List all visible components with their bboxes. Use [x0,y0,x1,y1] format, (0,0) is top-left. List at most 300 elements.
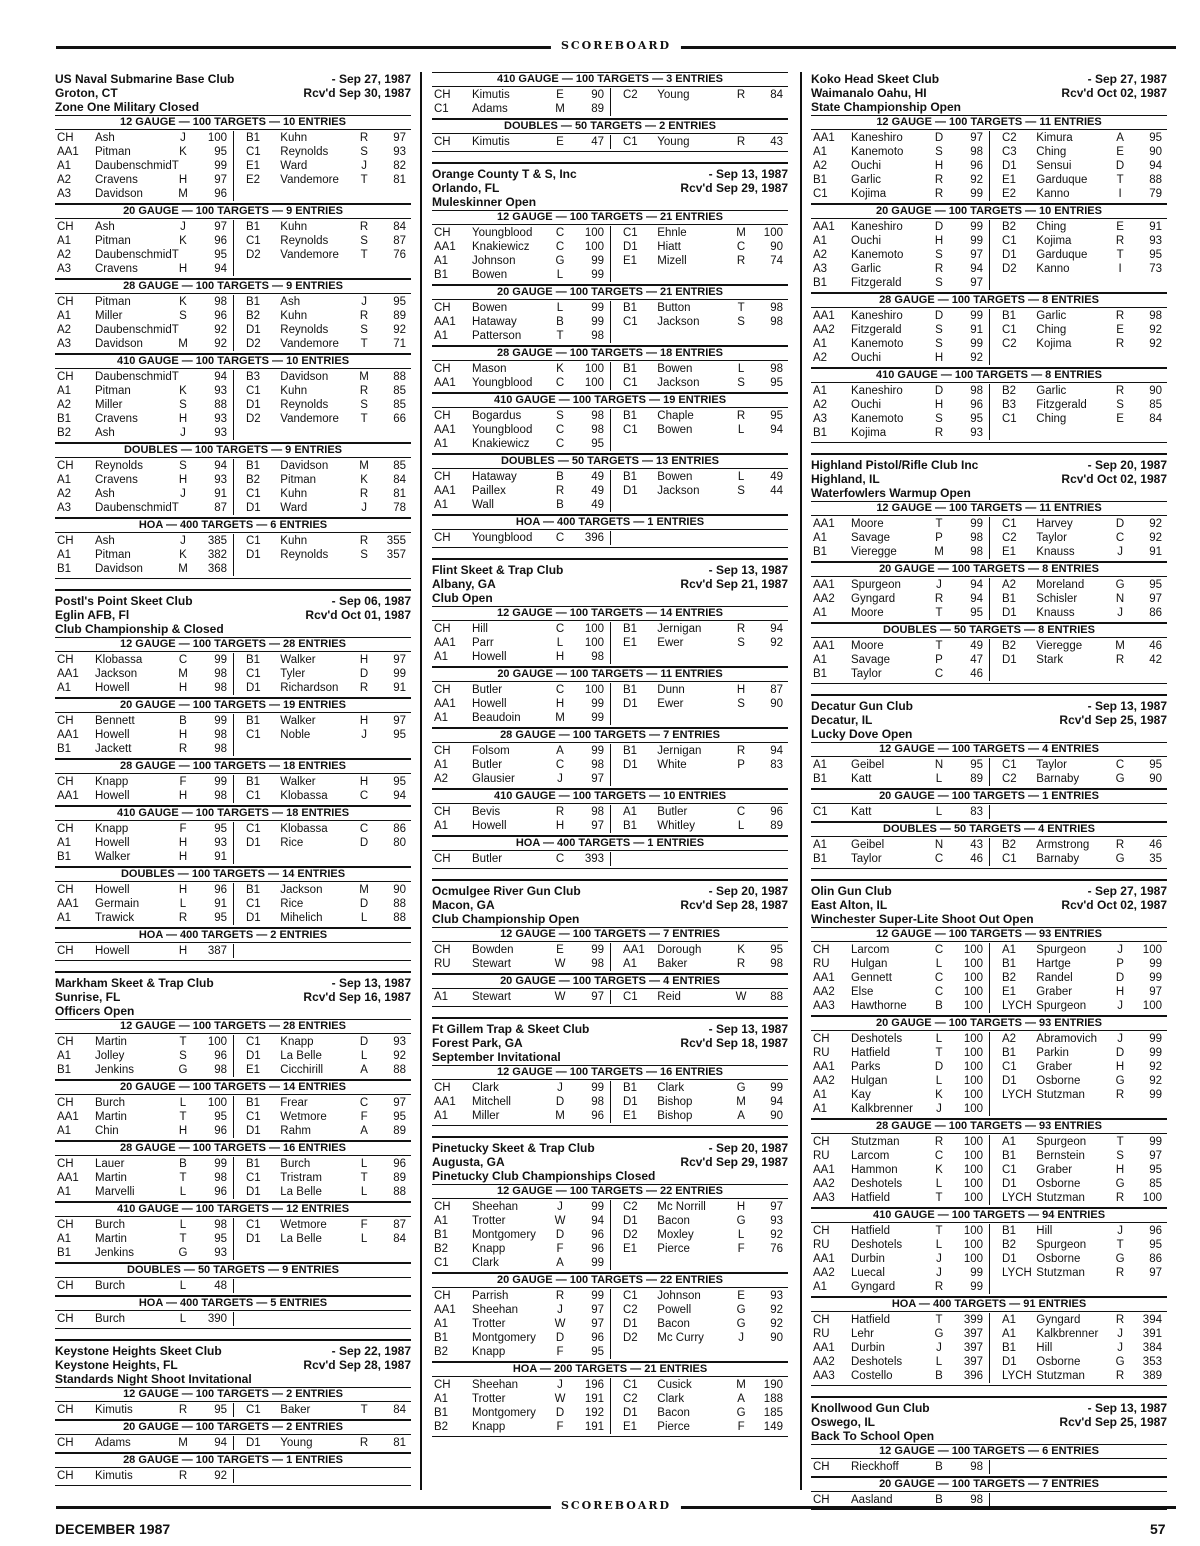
shooter-initial: H [934,399,944,411]
shooter-name: Mihelich [280,912,323,924]
result-right [989,852,1168,866]
result-right [610,268,789,282]
table-row [811,1266,1167,1280]
shooter-initial: C [934,972,944,984]
club-name: Knollwood Gun Club [811,1401,930,1415]
shooter-initial: M [555,712,565,724]
shooter-initial: T [1116,249,1124,261]
class-cell: B2 [1002,1239,1017,1251]
score-cell: 100 [963,1033,983,1045]
results-table [55,1034,411,1080]
class-cell [611,772,657,786]
class-cell: A1 [813,532,828,544]
result-right [233,1246,412,1260]
gauge-section-title: 12 GAUGE — 100 TARGETS — 11 ENTRIES [811,116,1167,130]
gauge-section-title: DOUBLES — 100 TARGETS — 14 ENTRIES [55,868,411,882]
score-cell: 96 [214,310,227,322]
class-cell: A1 [57,474,72,486]
shooter-initial: H [178,413,188,425]
table-row [432,1200,788,1214]
result-right [233,897,412,911]
shooter-name: Howell [472,651,507,663]
score-cell: 97 [591,820,604,832]
class-cell: D1 [246,1186,261,1198]
score-cell [751,711,789,725]
shooter-name: Jackson [95,668,138,680]
result-left [55,667,233,681]
shooter-name: Youngblood [472,377,533,389]
score-cell: 97 [970,277,983,289]
class-cell: D1 [1002,249,1017,261]
shooter-name: Knapp [472,1421,506,1433]
score-cell [374,187,412,201]
event-name: Standards Night Shoot Invitational [55,1372,252,1386]
shooter-name [657,531,731,545]
score-cell: 95 [1149,249,1162,261]
shooter-initial: J [361,502,367,514]
shooter-initial: S [1116,1150,1124,1162]
shooter-name [280,562,354,576]
shooter-name: Howell [472,820,507,832]
gauge-section-title: HOA — 400 TARGETS — 2 ENTRIES [55,929,411,943]
class-cell: B1 [434,1332,449,1344]
shooter-initial: H [1115,1061,1125,1073]
club-name: Ft Gillem Trap & Skeet Club [432,1022,590,1036]
class-cell: A1 [623,958,638,970]
gauge-section-title: 20 GAUGE — 100 TARGETS — 4 ENTRIES [432,975,788,989]
gauge-section [55,1420,411,1453]
class-cell: C1 [623,136,638,148]
class-cell: D1 [1002,160,1017,172]
class-cell [990,351,1036,365]
shooter-initial: G [736,1318,746,1330]
table-row [55,295,411,309]
score-cell: 89 [393,1172,406,1184]
gauge-section-title: DOUBLES — 50 TARGETS — 2 ENTRIES [432,120,788,134]
score-cell: 96 [214,1050,227,1062]
score-cell: 98 [591,958,604,970]
gauge-section-title: 20 GAUGE — 100 TARGETS — 10 ENTRIES [811,205,1167,219]
score-cell: 391 [1142,1328,1162,1340]
class-cell: E1 [246,1064,261,1076]
result-left [811,1313,989,1327]
score-cell: 43 [970,839,983,851]
result-right [233,789,412,803]
result-left [811,1341,989,1355]
table-row [811,1102,1167,1116]
result-right [610,1317,789,1331]
class-cell: B1 [623,1082,638,1094]
score-cell: 99 [970,1281,983,1293]
table-row [55,911,411,925]
shooter-initial: H [934,160,944,172]
shooter-name: Vandemore [280,413,339,425]
score-cell: 93 [214,1247,227,1259]
result-left [811,398,989,412]
result-left [811,1369,989,1383]
shooter-initial: H [555,820,565,832]
shooter-name: Ouchi [851,352,882,364]
gauge-section [811,293,1167,368]
class-cell: B1 [623,623,638,635]
result-left [432,990,610,1004]
class-cell: B2 [434,1421,449,1433]
table-row [432,943,788,957]
gauge-section [811,1016,1167,1119]
result-left [55,1049,233,1063]
shooter-name: Pitman [95,296,131,308]
shooter-initial: L [360,1158,368,1170]
score-cell: 95 [1149,1164,1162,1176]
table-row [432,697,788,711]
class-cell: B1 [246,460,261,472]
shooter-initial: J [557,1304,563,1316]
result-right [610,805,789,819]
club-location-row [432,1036,788,1050]
gauge-section-title: 28 GAUGE — 100 TARGETS — 9 ENTRIES [55,280,411,294]
shooter-initial: H [934,352,944,364]
score-cell: 355 [386,535,406,547]
shooter-initial: S [737,698,745,710]
score-cell: 92 [970,352,983,364]
gauge-section-title: 28 GAUGE — 100 TARGETS — 18 ENTRIES [432,347,788,361]
result-right [989,262,1168,276]
results-table [432,1199,788,1273]
shooter-name: Trotter [472,1215,506,1227]
shooter-initial: J [557,773,563,785]
class-cell: A3 [813,413,828,425]
result-left [811,1088,989,1102]
class-cell: LYCH [1002,1089,1032,1101]
gauge-section [432,210,788,285]
class-cell: B2 [246,474,261,486]
table-row [55,1279,411,1293]
results-table [55,774,411,806]
shooter-name: Young [657,136,690,148]
shooter-initial: J [180,488,186,500]
shooter-name: Wetmore [280,1111,327,1123]
received-date: Rcv'd Sep 29, 1987 [680,181,788,195]
shooter-initial: H [178,837,188,849]
class-cell: C1 [623,1290,638,1302]
shooter-name: Ching [1036,413,1067,425]
shooter-initial: R [736,136,746,148]
score-cell: 99 [393,668,406,680]
result-right [233,836,412,850]
shooter-initial: W [554,1215,566,1227]
shooter-initial: T [179,1233,187,1245]
result-right [610,1256,789,1270]
shooter-name: DaubenschmidT [95,249,179,261]
class-cell: LYCH [1002,1192,1032,1204]
score-cell: 46 [970,668,983,680]
shooter-name: Lauer [95,1158,125,1170]
score-cell: 100 [963,1000,983,1012]
score-cell: 100 [1142,1000,1162,1012]
gauge-section [811,368,1167,443]
shooter-name: Reynolds [95,460,143,472]
shooter-name: Pitman [95,549,131,561]
class-cell: CH [434,1082,451,1094]
class-cell: C1 [1002,1164,1017,1176]
gauge-section-title: HOA — 400 TARGETS — 5 ENTRIES [55,1297,411,1311]
class-cell [611,329,657,343]
shooter-initial: S [737,637,745,649]
shooter-name: Geibel [851,759,885,771]
score-cell: 99 [591,269,604,281]
shooter-initial: P [935,654,943,666]
result-right [989,1163,1168,1177]
shooter-initial: H [1115,986,1125,998]
table-row [55,562,411,576]
result-left [432,226,610,240]
results-table [55,821,411,867]
score-cell: 73 [1149,263,1162,275]
result-left [432,409,610,423]
class-cell: CH [434,853,451,865]
result-right [610,437,789,451]
class-cell: CH [813,1033,830,1045]
shooter-name: Howell [95,884,130,896]
class-cell: CH [434,806,451,818]
shooter-name: Kuhn [280,488,308,500]
shooter-initial: R [359,221,369,233]
class-cell: D1 [246,324,261,336]
result-right [233,1185,412,1199]
shooter-name: Miller [95,310,123,322]
shooter-name: Geibel [851,839,885,851]
class-cell: CH [813,1225,830,1237]
class-cell [234,262,280,276]
shooter-name: Schisler [1036,593,1078,605]
gauge-section-title: 12 GAUGE — 100 TARGETS — 14 ENTRIES [432,607,788,621]
score-cell: 93 [214,474,227,486]
results-table [432,361,788,393]
result-left [432,315,610,329]
shooter-initial: T [1116,1136,1124,1148]
class-cell: AA1 [813,518,835,530]
score-cell: 98 [214,682,227,694]
result-left [55,187,233,201]
result-left [811,187,989,201]
class-cell: E1 [623,1243,638,1255]
shooter-initial: A [737,1110,745,1122]
class-cell: B1 [1002,1047,1017,1059]
score-cell: 86 [393,823,406,835]
table-row [55,234,411,248]
shooter-initial: T [179,1036,187,1048]
shooter-name: Klobassa [95,654,143,666]
shooter-name: Pierce [657,1421,690,1433]
shooter-name: Baker [657,958,688,970]
table-row [811,1163,1167,1177]
result-left [55,487,233,501]
shooter-name: Wetmore [280,1219,327,1231]
received-date: Rcv'd Oct 02, 1987 [1061,472,1167,486]
class-cell: B1 [57,1064,72,1076]
results-table [432,87,788,119]
result-left [811,173,989,187]
club-name: Postl's Point Skeet Club [55,594,193,608]
class-cell [611,268,657,282]
score-cell: 90 [770,1332,783,1344]
class-cell: A2 [813,399,828,411]
club-location: Sunrise, FL [55,990,121,1004]
shoot-date: - Sep 22, 1987 [331,1344,411,1358]
club-location: Highland, IL [811,472,880,486]
result-left [811,667,989,681]
results-table [811,757,1167,789]
shooter-initial: J [361,296,367,308]
result-right [610,329,789,343]
shooter-initial: F [179,823,187,835]
shooter-initial: H [178,729,188,741]
result-right [233,1035,412,1049]
shooter-initial [173,159,193,173]
score-cell [751,268,789,282]
score-cell: 94 [770,623,783,635]
club-block [55,971,411,1329]
shooter-initial: J [361,729,367,741]
event-name: Muleskinner Open [432,195,537,209]
results-table [811,1031,1167,1119]
shooter-name: Hiatt [657,241,681,253]
shooter-name: Knakiewicz [472,438,530,450]
shooter-initial [173,248,193,262]
result-left [811,412,989,426]
club-block [811,453,1167,684]
table-row [432,88,788,102]
class-cell: RU [813,1150,830,1162]
class-cell: CH [57,884,74,896]
class-cell: A1 [434,1110,449,1122]
score-cell: 192 [584,1407,604,1419]
class-cell: B1 [57,563,72,575]
result-left [55,1436,233,1450]
shooter-name: Lehr [851,1328,875,1340]
score-cell: 382 [207,549,227,561]
club-location-row [811,1415,1167,1429]
results-table [432,682,788,728]
class-cell: B1 [623,363,638,375]
class-cell: CH [434,410,451,422]
shooter-name: Davidson [95,338,143,350]
gauge-section [811,742,1167,789]
class-cell: AA1 [813,972,835,984]
class-cell: AA1 [434,424,456,436]
shooter-initial: A [360,1064,368,1076]
shoot-date: - Sep 06, 1987 [331,594,411,608]
shooter-name: Bowen [472,269,508,281]
table-row [811,1460,1167,1474]
club-name: Markham Skeet & Trap Club [55,976,214,990]
class-cell: CH [57,1404,74,1416]
score-cell: 394 [1142,1314,1162,1326]
score-cell: 98 [970,1494,983,1506]
club-location: Albany, GA [432,577,496,591]
results-table [55,713,411,759]
shooter-initial: G [1115,579,1125,591]
shooter-name: Montgomery [472,1332,536,1344]
class-cell: D2 [623,1229,638,1241]
gauge-section [432,728,788,789]
shooter-name: Mitchell [472,1096,511,1108]
shooter-initial: H [178,790,188,802]
gauge-section [811,1444,1167,1477]
table-row [811,1046,1167,1060]
shoot-date: - Sep 27, 1987 [1087,72,1167,86]
shooter-initial: W [554,958,566,970]
result-right [233,1469,412,1483]
shooter-name: Jackett [95,743,132,755]
score-cell: 79 [1149,188,1162,200]
table-row [432,1392,788,1406]
shooter-name: Bernstein [1036,1150,1085,1162]
class-cell: C2 [623,1201,638,1213]
shooter-initial: M [178,338,188,350]
shooter-initial: S [737,485,745,497]
shooter-name: Kuhn [280,385,308,397]
result-left [811,653,989,667]
gauge-section-title: 20 GAUGE — 100 TARGETS — 19 ENTRIES [55,699,411,713]
shooter-initial: H [555,698,565,710]
score-cell: 88 [214,399,227,411]
shooter-initial: S [179,1050,187,1062]
shooter-initial: D [555,1229,565,1241]
shooter-initial: G [1115,1253,1125,1265]
score-cell: 47 [970,654,983,666]
result-left [55,714,233,728]
class-cell: A1 [813,235,828,247]
table-row [811,187,1167,201]
result-left [811,1135,989,1149]
score-cell [374,1469,412,1483]
score-cell: 97 [1149,1150,1162,1162]
shooter-name: La Belle [280,1050,322,1062]
gauge-section [432,393,788,454]
club-header [811,1401,1167,1415]
shooter-initial [732,102,751,116]
class-cell: B1 [623,820,638,832]
score-cell: 91 [970,324,983,336]
class-cell: B1 [57,743,72,755]
table-row [55,789,411,803]
score-cell: 94 [214,460,227,472]
result-left [432,650,610,664]
result-left [432,1420,610,1434]
score-cell: 88 [393,1064,406,1076]
class-cell: CH [813,1136,830,1148]
shooter-initial: D [555,1096,565,1108]
results-table [432,942,788,974]
shooter-initial: M [178,1437,188,1449]
class-cell: C1 [246,535,261,547]
shooter-initial: H [178,851,188,863]
result-right [233,742,412,756]
gauge-section-title: 12 GAUGE — 100 TARGETS — 2 ENTRIES [55,1388,411,1402]
class-cell: E1 [623,1421,638,1433]
score-cell: 185 [763,1407,783,1419]
result-left [811,384,989,398]
score-cell: 190 [763,1379,783,1391]
table-row [432,636,788,650]
class-cell: AA1 [813,1061,835,1073]
club-header [811,884,1167,898]
class-cell: C1 [246,488,261,500]
table-row [811,398,1167,412]
shooter-name: Armstrong [1036,839,1090,851]
result-left [432,744,610,758]
